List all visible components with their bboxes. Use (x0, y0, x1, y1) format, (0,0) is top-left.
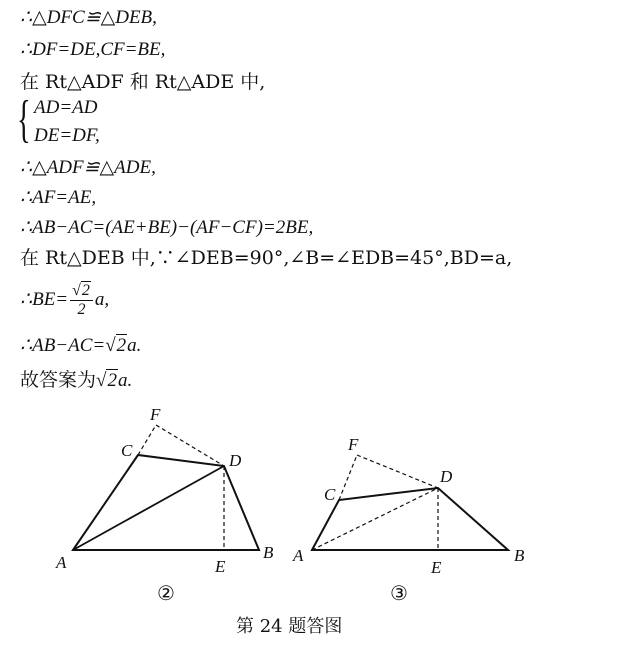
line-1: ∴△DFC≌△DEB, (20, 7, 157, 28)
line-12: 故答案为√2a. (20, 369, 133, 391)
line-5: DE=DF, (34, 125, 100, 146)
line-7: ∴AF=AE, (20, 187, 97, 208)
diagonal-AD (73, 466, 224, 550)
label-A-fig2: A (56, 553, 67, 572)
line-11-prefix: ∴AB−AC= (20, 335, 106, 356)
caption-circled-2: ② (157, 583, 175, 605)
dashed-CF (339, 455, 357, 500)
label-F-fig2: F (150, 405, 161, 424)
figure-caption: 第 24 题答图 (236, 616, 343, 637)
line-12-suffix: a. (117, 370, 133, 391)
radicand: 2 (107, 370, 117, 391)
line-9: 在 Rt△DEB 中,∵∠DEB=90°,∠B=∠EDB=45°,BD=a, (20, 247, 513, 269)
line-11-suffix: a. (127, 335, 142, 356)
label-D-fig3: D (440, 467, 453, 486)
line-11: ∴AB−AC=√2a. (20, 335, 142, 356)
caption-circled-3: ③ (390, 583, 408, 605)
line-2: ∴DF=DE,CF=BE, (20, 39, 166, 60)
label-F-fig3: F (348, 435, 359, 454)
line-6: ∴△ADF≌△ADE, (20, 157, 156, 178)
line-12-prefix: 故答案为 (20, 369, 97, 391)
line-8: ∴AB−AC=(AE+BE)−(AF−CF)=2BE, (20, 217, 314, 238)
line-3: 在 Rt△ADF 和 Rt△ADE 中, (20, 71, 266, 93)
label-E-fig3: E (431, 558, 442, 577)
label-B-fig3: B (514, 546, 525, 565)
line-10-prefix: ∴BE= (20, 288, 69, 310)
fraction-denominator: 2 (77, 301, 86, 318)
left-brace: { (17, 91, 31, 148)
line-10-suffix: a, (94, 288, 110, 310)
label-C-fig3: C (324, 485, 336, 504)
quadrilateral-ACDB (312, 488, 508, 550)
dashed-CF (138, 425, 156, 455)
radicand: 2 (116, 335, 127, 356)
dashed-FD (357, 455, 438, 488)
figure-2 (73, 425, 259, 550)
label-C-fig2: C (121, 441, 133, 460)
radicand: 2 (81, 282, 90, 299)
fraction-numerator: √2 (70, 282, 93, 301)
line-4: AD=AD (34, 97, 98, 118)
dashed-FD (156, 425, 224, 466)
label-D-fig2: D (229, 451, 242, 470)
label-E-fig2: E (215, 557, 226, 576)
label-A-fig3: A (293, 546, 304, 565)
label-B-fig2: B (263, 543, 274, 562)
figure-3 (312, 455, 508, 550)
